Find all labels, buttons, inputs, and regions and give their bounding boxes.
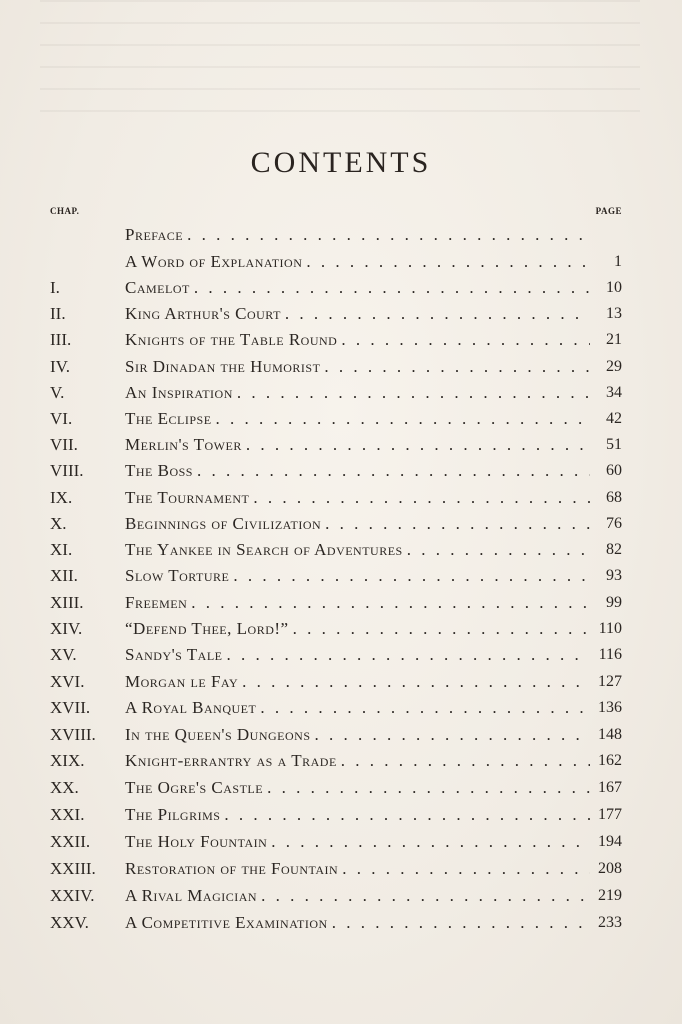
chapter-title-cell	[125, 511, 590, 537]
chapter-title: The Pilgrims	[125, 805, 221, 824]
chapter-title-cell	[125, 327, 590, 353]
toc-entry	[0, 910, 682, 936]
chapter-number: III.	[50, 330, 72, 349]
toc-entry	[0, 775, 682, 801]
page-number: 1	[614, 253, 622, 270]
chapter-number: XI.	[50, 540, 73, 559]
page-number: 148	[598, 726, 622, 743]
chapter-title-cell	[125, 748, 590, 774]
toc-entry	[0, 722, 682, 748]
page-number: 21	[606, 331, 622, 348]
toc-entry	[0, 380, 682, 406]
toc-entry	[0, 829, 682, 855]
chapter-title: A Royal Banquet	[125, 698, 257, 717]
page-number: 127	[598, 673, 622, 690]
toc-entry	[0, 485, 682, 511]
chapter-title-cell	[125, 249, 590, 275]
chapter-title-cell	[125, 354, 590, 380]
toc-entry	[0, 695, 682, 721]
chapter-title: The Yankee in Search of Adventures	[125, 540, 403, 559]
chapter-title-cell	[125, 380, 590, 406]
toc-entry	[0, 642, 682, 668]
chapter-number: V.	[50, 383, 65, 402]
page-number: 76	[606, 515, 622, 532]
page-number: 116	[598, 646, 622, 663]
chapter-title-cell	[125, 590, 590, 616]
page-number: 60	[606, 462, 622, 479]
chapter-title: In the Queen's Dungeons	[125, 725, 311, 744]
chapter-title: The Tournament	[125, 488, 250, 507]
chapter-title: A Word of Explanation	[125, 252, 303, 271]
chapter-title: Knights of the Table Round	[125, 330, 338, 349]
chapter-title: Merlin's Tower	[125, 435, 242, 454]
chapter-number: IX.	[50, 488, 73, 507]
chapter-title-cell	[125, 722, 590, 748]
chapter-title-cell	[125, 301, 590, 327]
chapter-title-cell	[125, 458, 590, 484]
chapter-title: The Holy Fountain	[125, 832, 268, 851]
chapter-number: II.	[50, 304, 66, 323]
page-number: 13	[606, 305, 622, 322]
toc-entry	[0, 249, 682, 275]
toc-entry	[0, 802, 682, 828]
chapter-number: I.	[50, 278, 60, 297]
chapter-title-cell	[125, 537, 590, 563]
chapter-title: Sir Dinadan the Humorist	[125, 357, 321, 376]
toc-entry	[0, 563, 682, 589]
chapter-number: XII.	[50, 566, 78, 585]
page-number: 82	[606, 541, 622, 558]
chapter-title-cell	[125, 883, 590, 909]
page-number: 42	[606, 410, 622, 427]
chapter-number: XXIV.	[50, 886, 95, 905]
page-number: 162	[598, 752, 622, 769]
chapter-number: XVI.	[50, 672, 85, 691]
chapter-title-cell	[125, 616, 590, 642]
page-number: 194	[598, 833, 622, 850]
page-number: 29	[606, 358, 622, 375]
toc-entry	[0, 883, 682, 909]
chapter-number: XXI.	[50, 805, 85, 824]
chapter-number: XIX.	[50, 751, 85, 770]
chapter-title: Beginnings of Civilization	[125, 514, 322, 533]
chapter-number: XX.	[50, 778, 79, 797]
toc-entry	[0, 301, 682, 327]
chapter-title: King Arthur's Court	[125, 304, 281, 323]
page-number: 68	[606, 489, 622, 506]
toc-entry	[0, 327, 682, 353]
chapter-title-cell	[125, 910, 590, 936]
chapter-title-cell	[125, 856, 590, 882]
chapter-number: XXV.	[50, 913, 89, 932]
chapter-number: X.	[50, 514, 67, 533]
chapter-title-cell	[125, 485, 590, 511]
page-title: CONTENTS	[250, 146, 432, 179]
chapter-title-cell	[125, 669, 590, 695]
toc-entry	[0, 432, 682, 458]
page-number: 136	[598, 699, 622, 716]
chapter-title: The Boss	[125, 461, 193, 480]
show-through-text	[40, 0, 640, 120]
page-number: 110	[598, 620, 622, 637]
page-column-header: PAGE	[595, 206, 622, 216]
page-number: 208	[598, 860, 622, 877]
chapter-number: VI.	[50, 409, 73, 428]
page-number: 10	[606, 279, 622, 296]
chapter-title-cell	[125, 775, 590, 801]
chapter-title: Freemen	[125, 593, 188, 612]
toc-entry	[0, 856, 682, 882]
toc-entry	[0, 590, 682, 616]
page-number: 233	[598, 914, 622, 931]
page-number: 34	[606, 384, 622, 401]
chapter-number: IV.	[50, 357, 70, 376]
chapter-title: A Competitive Examination	[125, 913, 328, 932]
chapter-title: An Inspiration	[125, 383, 233, 402]
chapter-title: Knight-errantry as a Trade	[125, 751, 337, 770]
chapter-title-cell	[125, 222, 590, 248]
chapter-number: XIII.	[50, 593, 84, 612]
chapter-number: XV.	[50, 645, 77, 664]
chapter-title: Preface	[125, 225, 184, 244]
page-number: 177	[598, 806, 622, 823]
chapter-number: VIII.	[50, 461, 84, 480]
chapter-title-cell	[125, 642, 590, 668]
page-number: 167	[598, 779, 622, 796]
chapter-number: VII.	[50, 435, 78, 454]
chapter-number: XVII.	[50, 698, 91, 717]
toc-entry	[0, 511, 682, 537]
chapter-title: The Eclipse	[125, 409, 212, 428]
chapter-title: Camelot	[125, 278, 190, 297]
chapter-title: “Defend Thee, Lord!”	[125, 619, 289, 638]
chapter-number: XIV.	[50, 619, 83, 638]
chapter-title-cell	[125, 563, 590, 589]
toc-entry	[0, 669, 682, 695]
toc-entry	[0, 406, 682, 432]
toc-entry	[0, 354, 682, 380]
chapter-title-cell	[125, 406, 590, 432]
page-number: 219	[598, 887, 622, 904]
toc-entry	[0, 537, 682, 563]
chapter-number: XVIII.	[50, 725, 96, 744]
chapter-title: Sandy's Tale	[125, 645, 223, 664]
toc-entry	[0, 748, 682, 774]
chapter-title: Slow Torture	[125, 566, 230, 585]
chapter-title: Morgan le Fay	[125, 672, 239, 691]
chapter-number: XXIII.	[50, 859, 96, 878]
toc-entry	[0, 458, 682, 484]
chapter-title-cell	[125, 829, 590, 855]
chapter-title-cell	[125, 275, 590, 301]
toc-entry	[0, 275, 682, 301]
chapter-number: XXII.	[50, 832, 91, 851]
toc-entry	[0, 616, 682, 642]
toc-entry	[0, 222, 682, 248]
chapter-title: The Ogre's Castle	[125, 778, 264, 797]
chapter-title: A Rival Magician	[125, 886, 258, 905]
page-number: 51	[606, 436, 622, 453]
chapter-title-cell	[125, 695, 590, 721]
chapter-title: Restoration of the Fountain	[125, 859, 339, 878]
chapter-title-cell	[125, 802, 590, 828]
page-number: 93	[606, 567, 622, 584]
page-number: 99	[606, 594, 622, 611]
chapter-column-header: CHAP.	[50, 206, 80, 216]
chapter-title-cell	[125, 432, 590, 458]
